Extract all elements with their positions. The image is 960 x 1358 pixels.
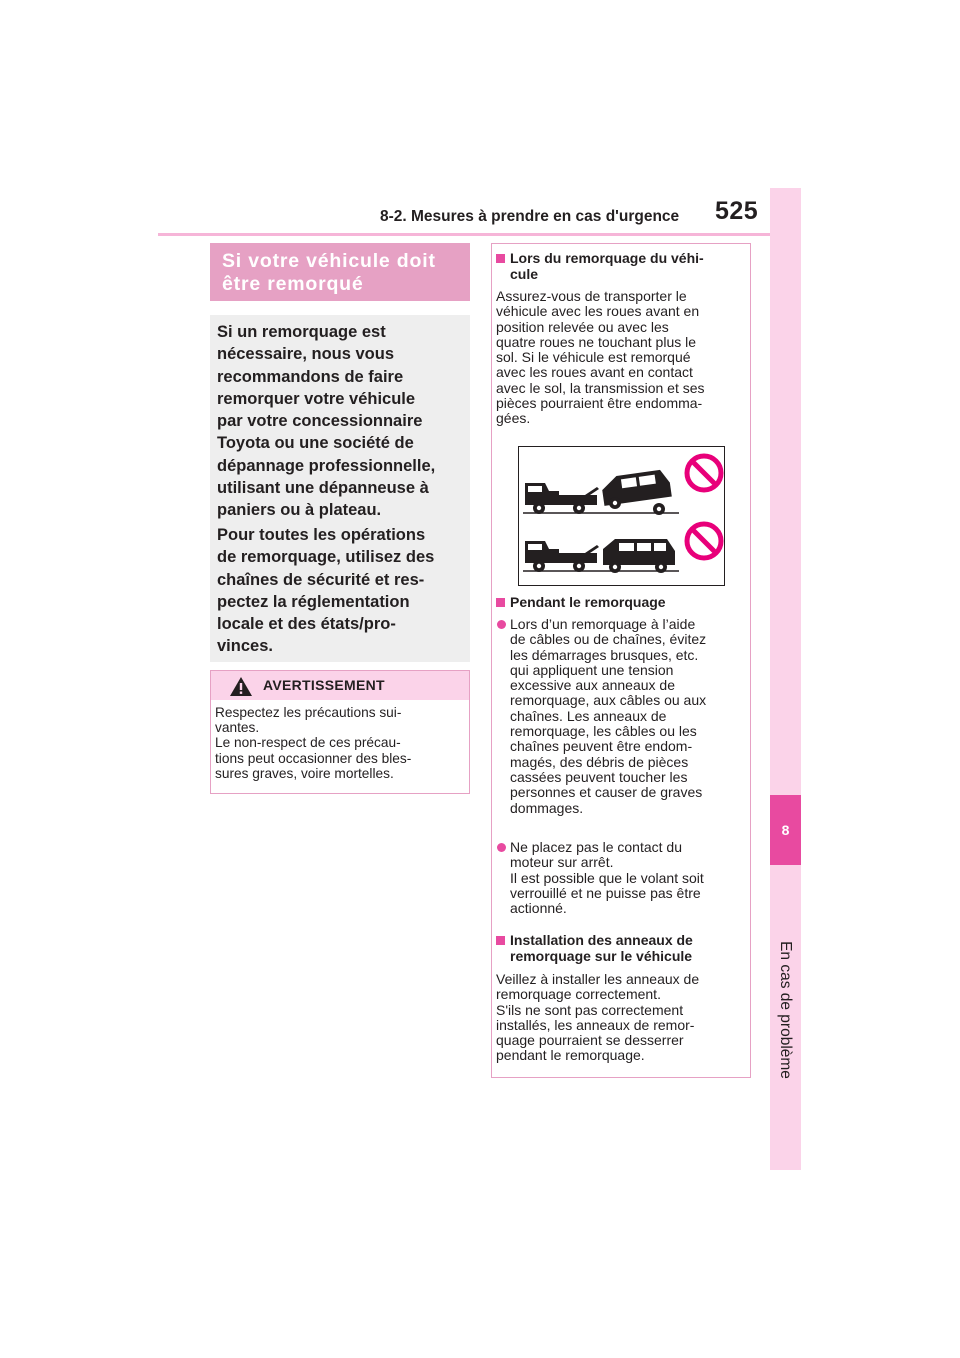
square-bullet-icon bbox=[496, 254, 505, 263]
heading-during-towing: Pendant le remorquage bbox=[496, 595, 741, 611]
warning-body: Respectez les précautions sui- vantes. Le non-respect de ces précau- tions peut occasionner des bles- sures graves, voire mortelles. bbox=[215, 705, 412, 781]
towing-vehicle-text: Assurez-vous de transporter le véhicule avec les roues avant en position relevée ou avec les quatre roues ne touchant plus le sol. Si le véhicule est remorqué avec les roues avant en contact avec le sol, la transmission et ses pièces pourraient être endomma- gées. bbox=[496, 288, 705, 427]
square-bullet-icon bbox=[496, 598, 505, 607]
page-number: 525 bbox=[715, 197, 759, 225]
heading-towing-vehicle: Lors du remorquage du véhi- cule bbox=[496, 251, 741, 282]
topic-title: Si votre véhicule doit être remorqué bbox=[222, 250, 436, 295]
square-bullet-icon bbox=[496, 936, 505, 945]
chapter-title-vertical: En cas de problème bbox=[777, 941, 794, 1079]
warning-triangle-icon bbox=[229, 676, 253, 702]
during-towing-bullet-2: Ne placez pas le contact du moteur sur arrêt. Il est possible que le volant soit verrouillé et ne puisse pas être actionné. bbox=[496, 840, 742, 916]
tow-truck-icon bbox=[519, 447, 724, 585]
intro-paragraph-1: Si un remorquage est nécessaire, nous vous recommandons de faire remorquer votre véhicule par votre concessionnaire Toyota ou une société de dépannage professionnelle, utilisant une dépanneuse à paniers ou à plateau. bbox=[217, 323, 436, 520]
intro-paragraph-2: Pour toutes les opérations de remorquage, utilisez des chaînes de sécurité et res- pectez la réglementation locale et des états/pro- vinces. bbox=[217, 526, 435, 656]
round-bullet-icon bbox=[497, 843, 506, 852]
section-title: 8-2. Mesures à prendre en cas d'urgence bbox=[380, 208, 680, 225]
prohibition-icon bbox=[687, 524, 721, 558]
round-bullet-icon bbox=[497, 620, 506, 629]
towing-illustration bbox=[518, 446, 725, 586]
towing-eyelet-text: Veillez à installer les anneaux de remorquage correctement. S'ils ne sont pas correctement installés, les anneaux de remor- quage pourraient se desserrer pendant le remorquage. bbox=[496, 971, 700, 1064]
prohibition-icon bbox=[687, 456, 721, 490]
heading-towing-eyelet: Installation des anneaux de remorquage sur le véhicule bbox=[496, 933, 741, 964]
chapter-number-tab: 8 bbox=[770, 795, 801, 865]
during-towing-bullet-1: Lors d’un remorquage à l’aide de câbles ou de chaînes, évitez les démarrages brusques, etc. qui appliquent une tension excessive aux anneaux de remorquage, aux câbles ou aux chaînes. Les anneaux de remorquage, les câbles ou les chaînes peuvent être endom- magés, des débris de pièces cassées peuvent toucher les personnes et causer de graves dommages. bbox=[496, 617, 742, 816]
warning-title: AVERTISSEMENT bbox=[263, 677, 385, 693]
header-rule bbox=[158, 233, 770, 236]
